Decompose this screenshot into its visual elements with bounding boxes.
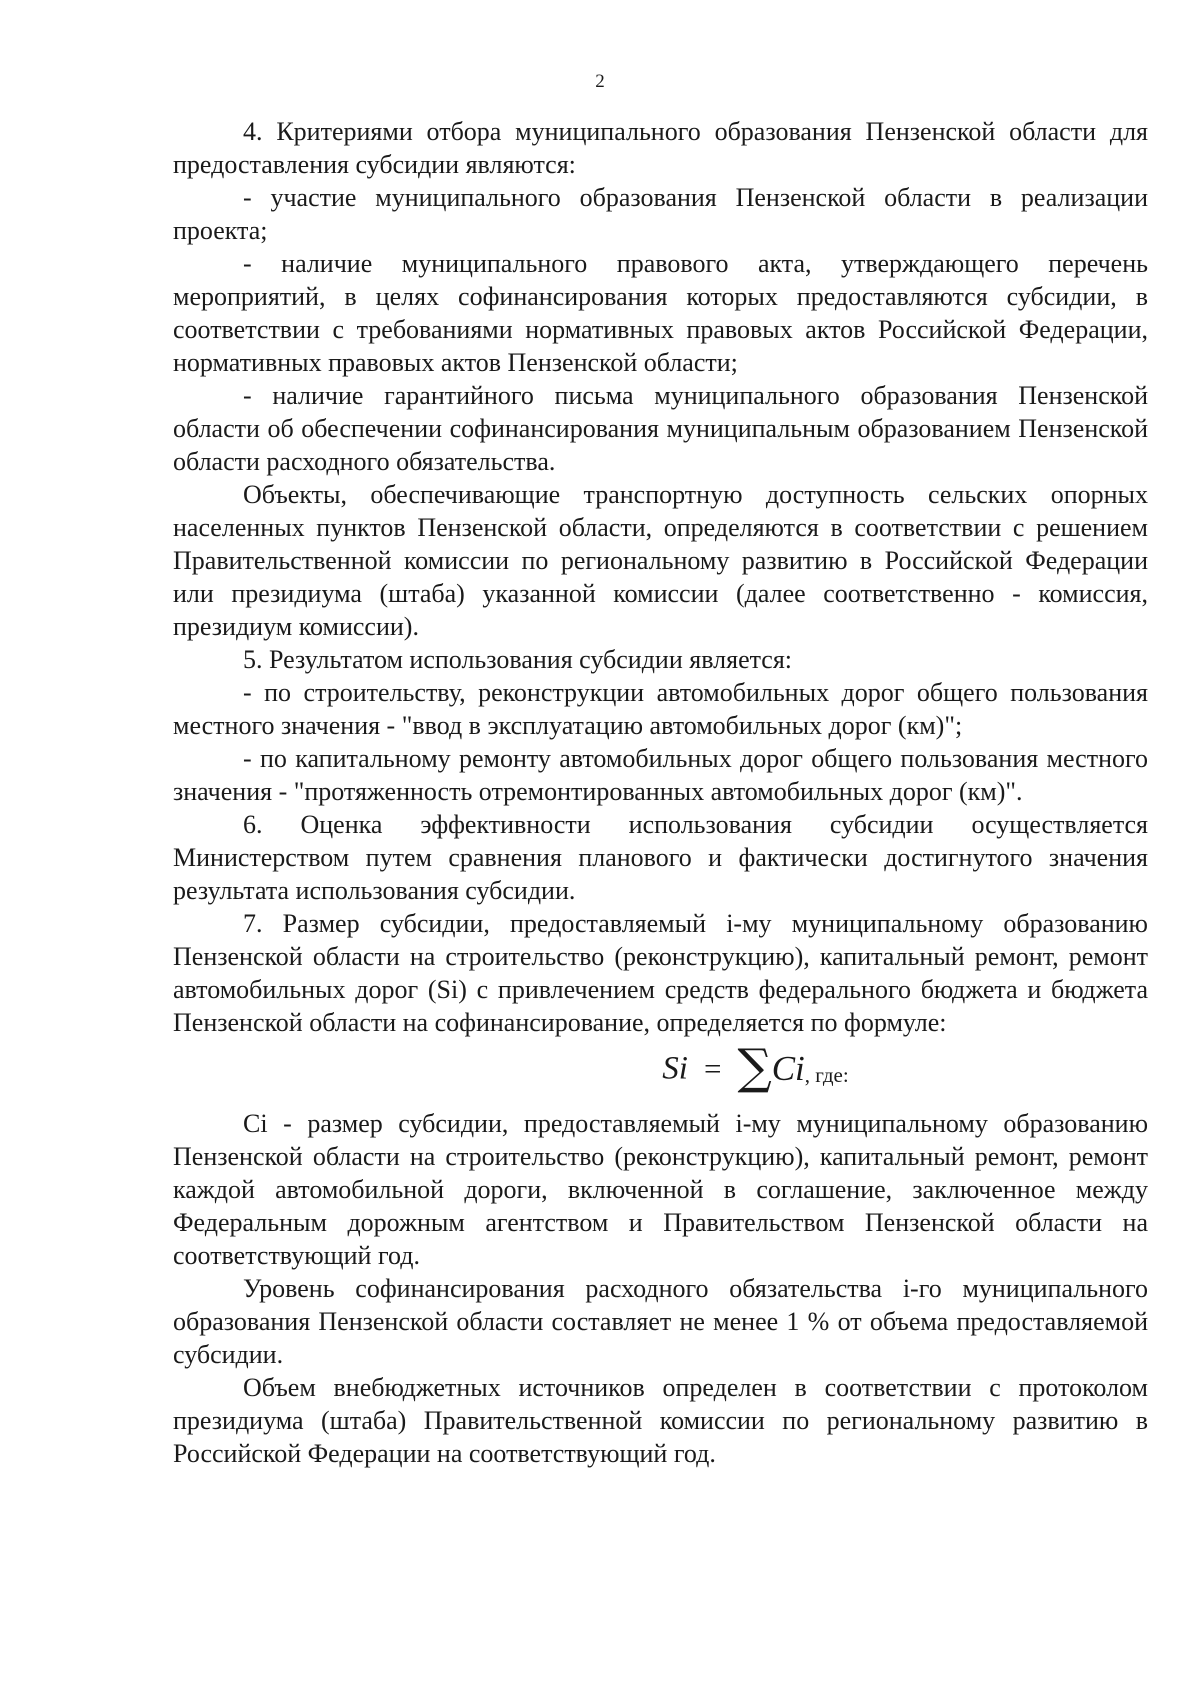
formula-rhs: Ci	[771, 1049, 805, 1088]
paragraph-criteria-participation: - участие муниципального образования Пензенской области в реализации проекта;	[173, 183, 1148, 245]
formula-equals: =	[703, 1051, 722, 1086]
paragraph-ci-definition: Ci - размер субсидии, предоставляемый i-му муниципальному образованию Пензенской области на строительство (реконструкцию), капитальный ремонт, ремонт каждой автомобильной дороги, включенной в соглашение, заключенное между Федеральным дорожным агентством и Правительством Пензенской области на соответствующий год.	[173, 1109, 1148, 1270]
paragraph-result-construction: - по строительству, реконструкции автомобильных дорог общего пользования местного значения - "ввод в эксплуатацию автомобильных дорог (км)";	[173, 678, 1148, 740]
paragraph-criteria-guarantee-letter: - наличие гарантийного письма муниципального образования Пензенской области об обеспечении софинансирования муниципальным образованием Пензенской области расходного обязательства.	[173, 381, 1148, 476]
paragraph-subsidy-size: 7. Размер субсидии, предоставляемый i-му муниципальному образованию Пензенской области на строительство (реконструкцию), капитальный ремонт, ремонт автомобильных дорог (Si) с привлечением средств федерального бюджета и бюджета Пензенской области на софинансирование, определяется по формуле:	[173, 909, 1148, 1037]
paragraph-cofinancing-level: Уровень софинансирования расходного обязательства i-го муниципального образования Пензенской области составляет не менее 1 % от объема предоставляемой субсидии.	[173, 1274, 1148, 1369]
paragraph-objects: Объекты, обеспечивающие транспортную доступность сельских опорных населенных пунктов Пензенской области, определяются в соответствии с решением Правительственной комиссии по региональному развитию в Российской Федерации или президиума (штаба) указанной комиссии (далее соответственно - комиссия, президиум комиссии).	[173, 480, 1148, 641]
formula-lhs: Si	[662, 1050, 688, 1087]
paragraph-result-intro: 5. Результатом использования субсидии является:	[243, 645, 793, 674]
paragraph-extrabudgetary: Объем внебюджетных источников определен в соответствии с протоколом президиума (штаба) Правительственной комиссии по региональному развитию в Российской Федерации на соответствующий год.	[173, 1373, 1148, 1468]
document-body	[173, 115, 1148, 1470]
paragraph-criteria-intro: 4. Критериями отбора муниципального образования Пензенской области для предоставления субсидии являются:	[173, 117, 1148, 179]
formula-expression	[662, 1039, 849, 1095]
paragraph-result-repair: - по капитальному ремонту автомобильных дорог общего пользования местного значения - "протяженность отремонтированных автомобильных дорог (км)".	[173, 744, 1148, 806]
paragraph-criteria-legal-act: - наличие муниципального правового акта, утверждающего перечень мероприятий, в целях софинансирования которых предоставляются субсидии, в соответствии с требованиями нормативных правовых актов Российской Федерации, нормативных правовых актов Пензенской области;	[173, 249, 1148, 377]
sum-symbol-icon: ∑	[737, 1039, 772, 1095]
paragraph-efficiency: 6. Оценка эффективности использования субсидии осуществляется Министерством путем сравнения планового и фактически достигнутого значения результата использования субсидии.	[173, 810, 1148, 905]
formula-suffix: , где:	[804, 1062, 849, 1087]
page-number: 2	[595, 71, 605, 92]
subsidy-formula	[173, 1039, 1148, 1103]
